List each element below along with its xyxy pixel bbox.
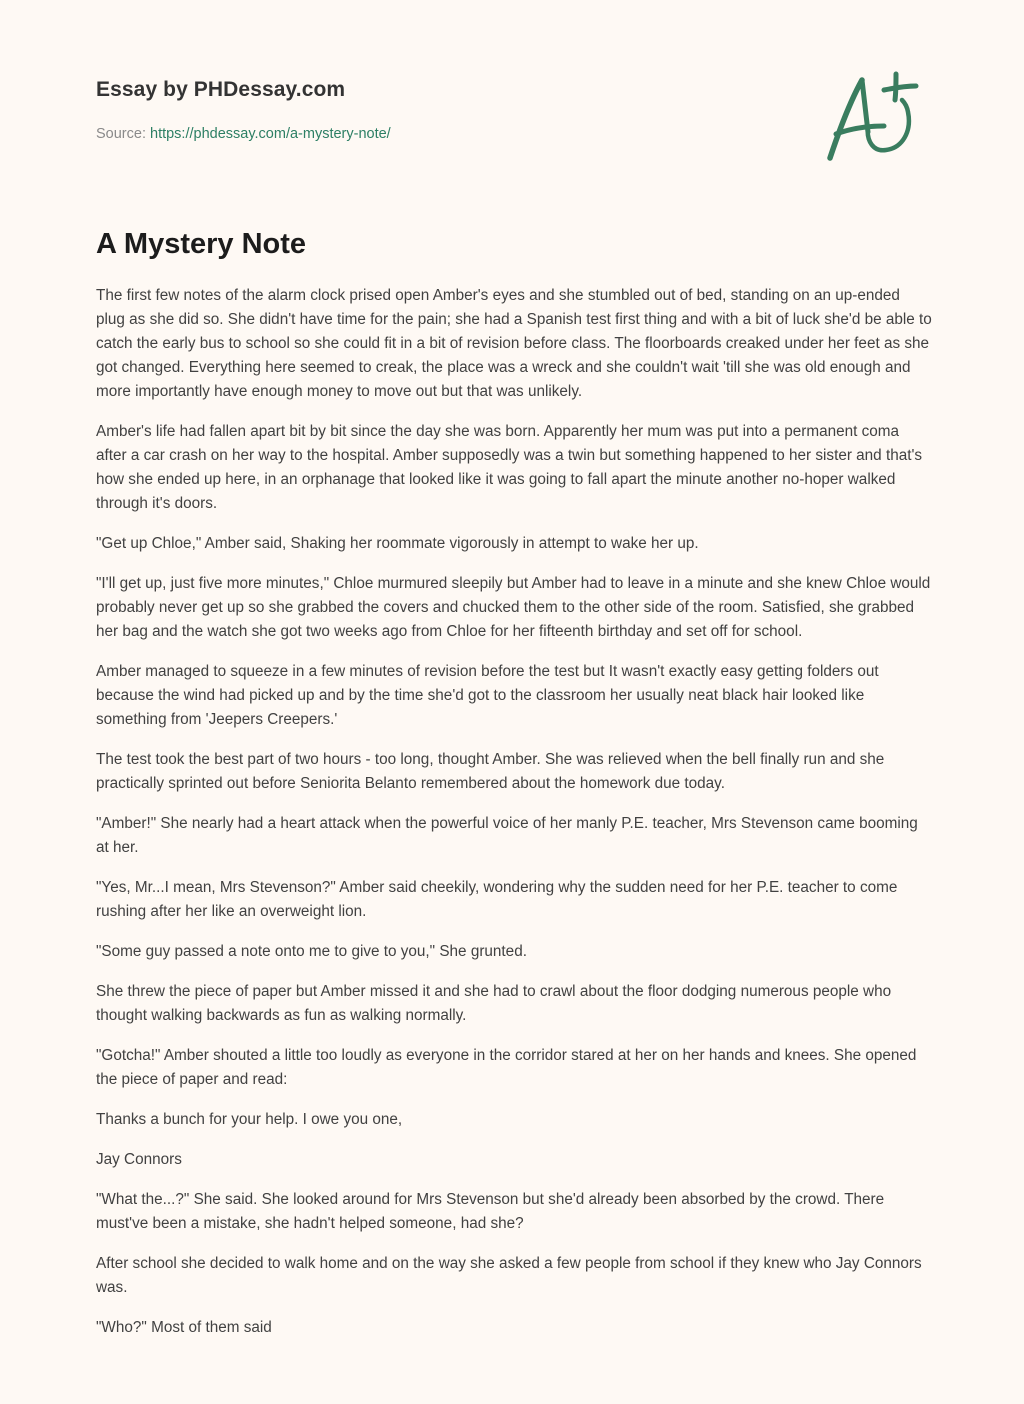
essay-paragraph: She threw the piece of paper but Amber missed it and she had to crawl about the floor dodging numerous people who thought walking backwards as fun as walking normally. xyxy=(96,983,892,1024)
essay-paragraph: "Amber!" She nearly had a heart attack when the powerful voice of her manly P.E. teacher, Mrs Stevenson came booming at her. xyxy=(96,815,918,856)
essay-paragraph: The first few notes of the alarm clock prised open Amber's eyes and she stumbled out of bed, standing on an up-ended plug as she did so. She didn't have time for the pain; she had a Spanish test first thing and with a bit of luck she'd be able to catch the early bus to school so she could fit in a bit of revision before class. The floorboards creaked under her feet as she got changed. Everything here seemed to creak, the place was a wreck and she couldn't wait 'till she was old enough and more importantly have enough money to move out but that was unlikely. xyxy=(96,287,932,400)
source-line xyxy=(96,124,696,144)
essay-paragraph: "Yes, Mr...I mean, Mrs Stevenson?" Amber said cheekily, wondering why the sudden need for her P.E. teacher to come rushing after her like an overweight lion. xyxy=(96,879,898,920)
essay-paragraph: "What the...?" She said. She looked around for Mrs Stevenson but she'd already been absorbed by the crowd. There must've been a mistake, she hadn't helped someone, had she? xyxy=(96,1191,885,1232)
essay-body xyxy=(96,284,932,1356)
source-link[interactable]: https://phdessay.com/a-mystery-note/ xyxy=(150,126,391,142)
essay-paragraph: "Who?" Most of them said xyxy=(96,1319,272,1336)
a-plus-grade-icon xyxy=(822,68,926,164)
essay-paragraph: "Gotcha!" Amber shouted a little too loudly as everyone in the corridor stared at her on her hands and knees. She opened the piece of paper and read: xyxy=(96,1047,917,1088)
site-title: Essay by PHDessay.com xyxy=(96,78,346,101)
essay-paragraph: The test took the best part of two hours - too long, thought Amber. She was relieved when the bell finally run and she practically sprinted out before Seniorita Belanto remembered about the homework due today. xyxy=(96,751,885,792)
note-signature: Jay Connors xyxy=(96,1151,182,1168)
essay-paragraph: "Some guy passed a note onto me to give to you," She grunted. xyxy=(96,943,527,960)
essay-paragraph: Amber managed to squeeze in a few minutes of revision before the test but It wasn't exactly easy getting folders out because the wind had picked up and by the time she'd got to the classroom her usually neat black hair looked like something from 'Jeepers Creepers.' xyxy=(96,663,879,728)
essay-title: A Mystery Note xyxy=(96,228,307,260)
essay-paragraph: "Get up Chloe," Amber said, Shaking her roommate vigorously in attempt to wake her up. xyxy=(96,535,699,552)
essay-paragraph: After school she decided to walk home and on the way she asked a few people from school if they knew who Jay Connors was. xyxy=(96,1255,922,1296)
essay-paragraph: Amber's life had fallen apart bit by bit since the day she was born. Apparently her mum was put into a permanent coma after a car crash on her way to the hospital. Amber supposedly was a twin but something happened to her sister and that's how she ended up here, in an orphanage that looked like it was going to fall apart the minute another no-hoper walked through it's doors. xyxy=(96,423,923,512)
note-text: Thanks a bunch for your help. I owe you one, xyxy=(96,1111,403,1128)
essay-header xyxy=(96,76,696,144)
source-label: Source: xyxy=(96,126,150,142)
essay-paragraph: "I'll get up, just five more minutes," Chloe murmured sleepily but Amber had to leave in a minute and she knew Chloe would probably never get up so she grabbed the covers and chucked them to the other side of the room. Satisfied, she grabbed her bag and the watch she got two weeks ago from Chloe for her fifteenth birthday and set off for school. xyxy=(96,575,931,640)
